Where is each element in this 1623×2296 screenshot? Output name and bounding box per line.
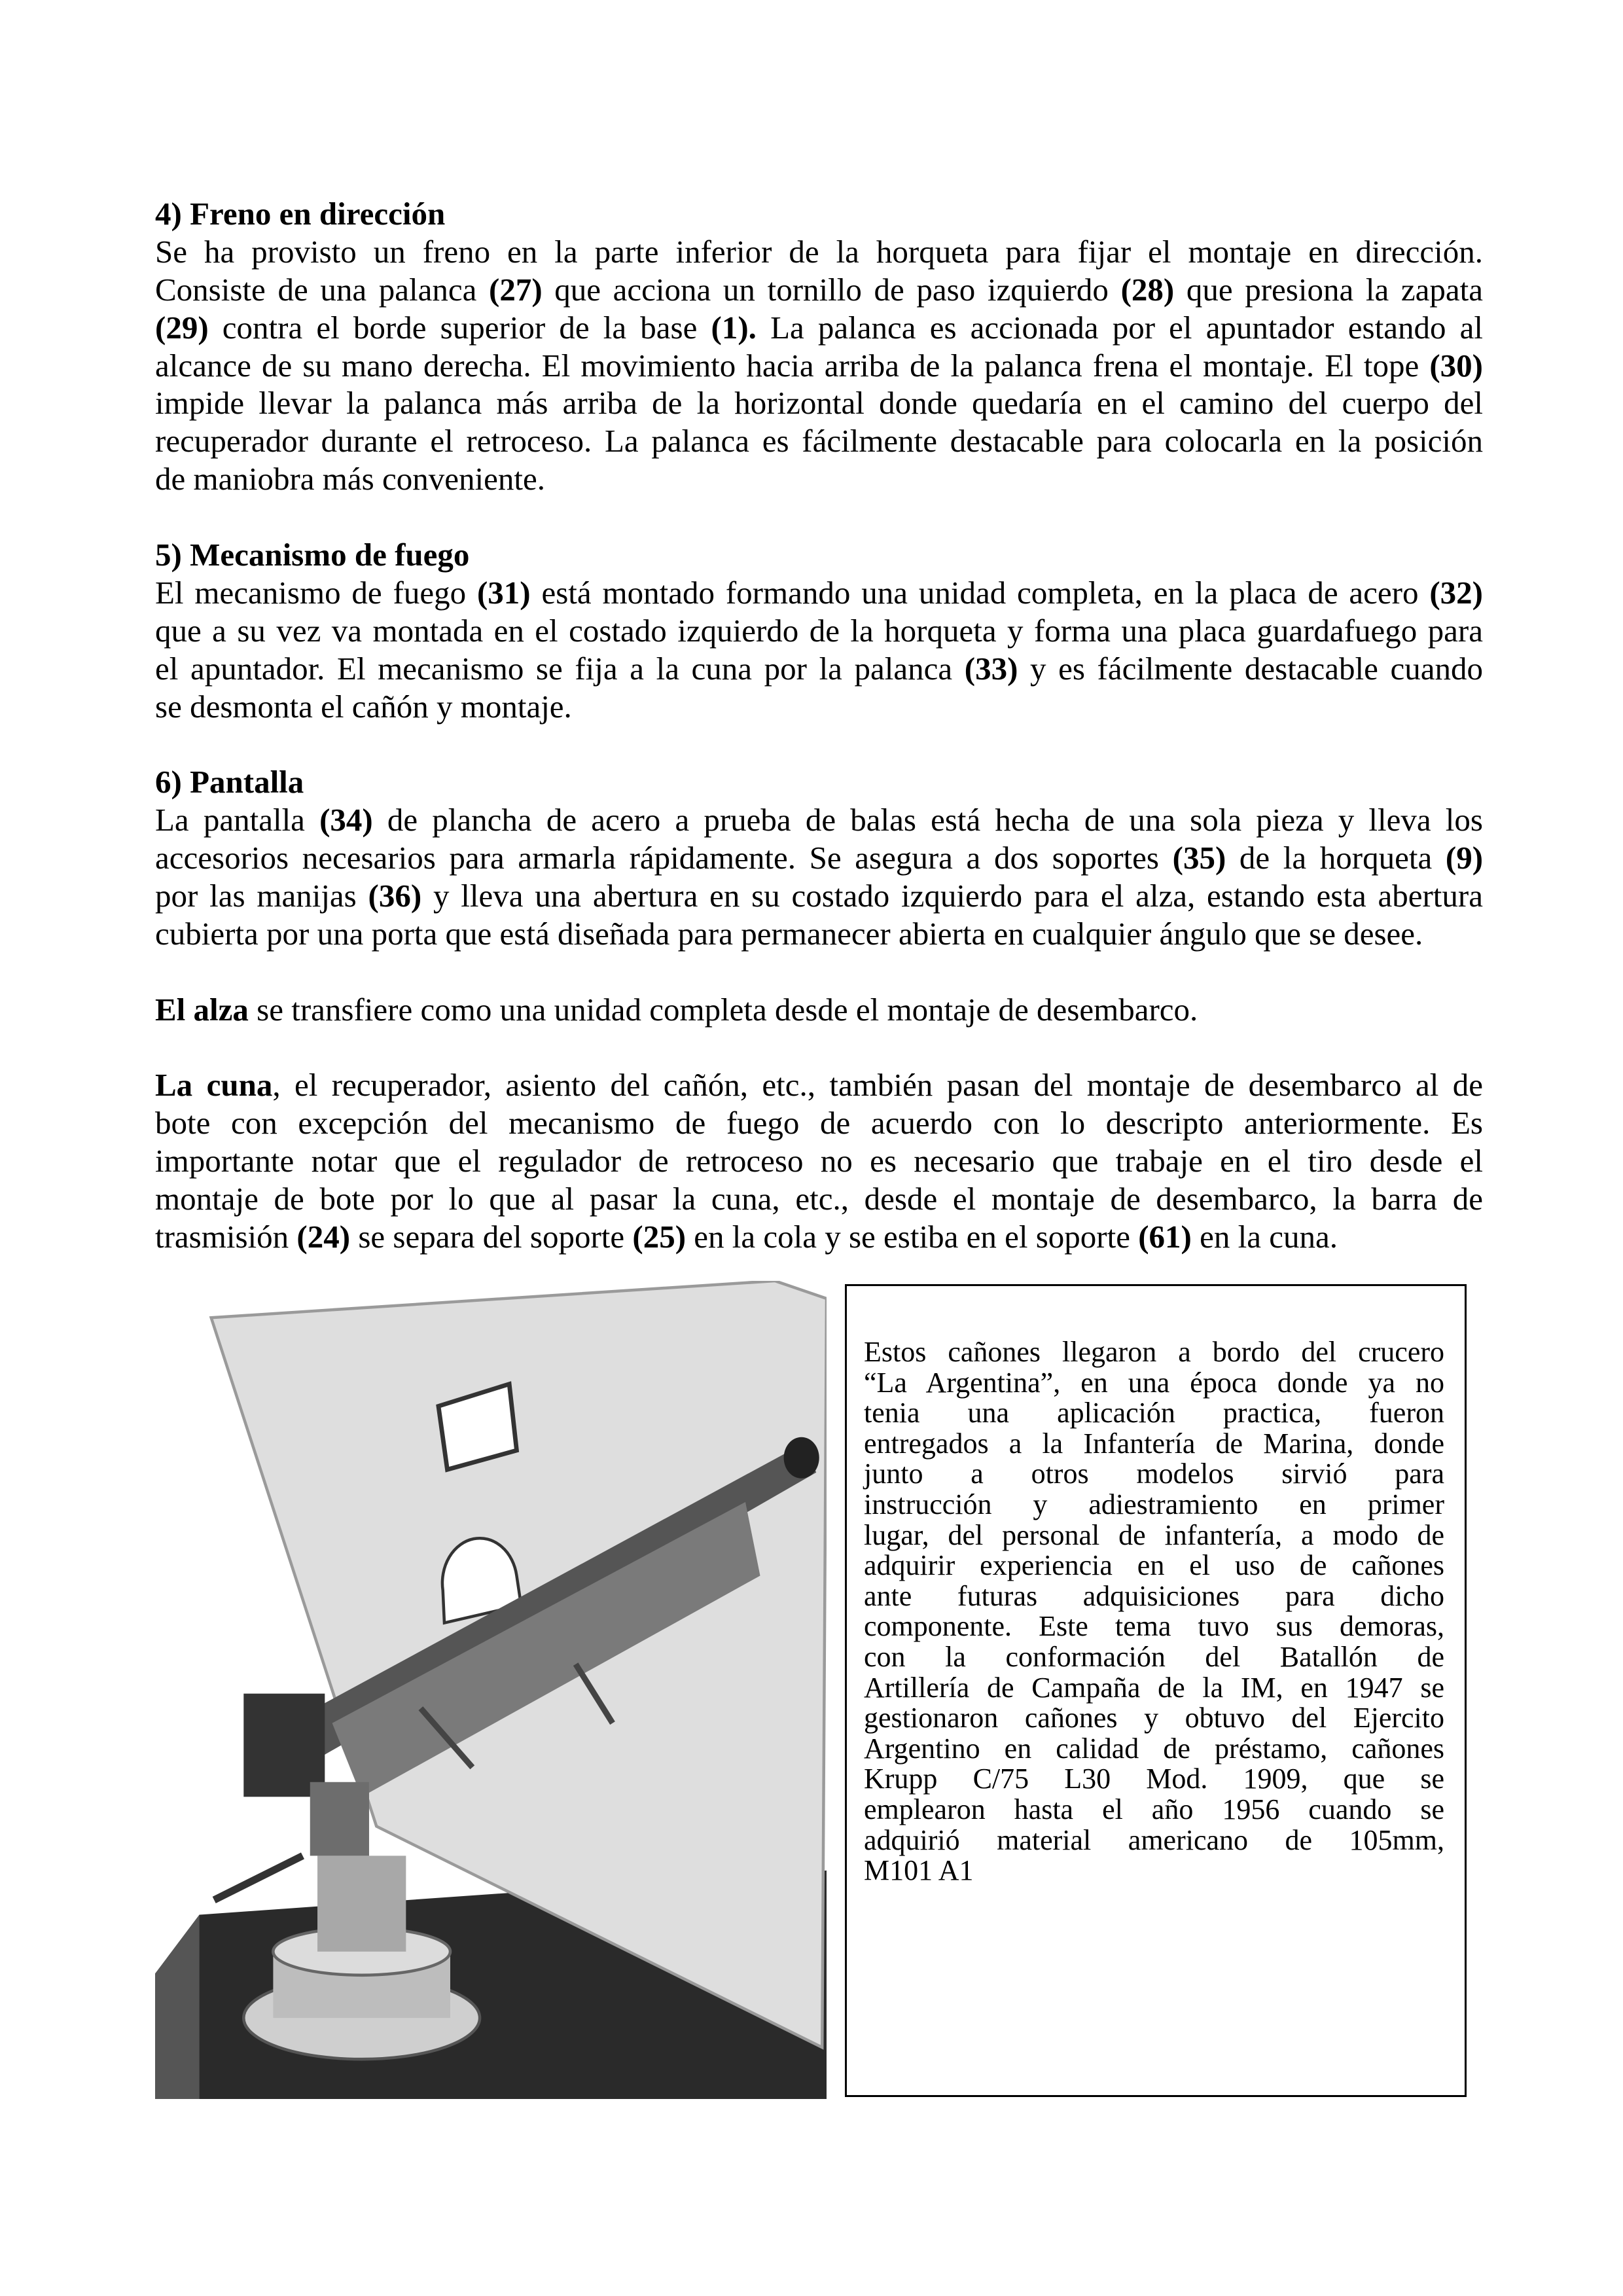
bold-text: 4) Freno en dirección (155, 196, 446, 232)
text-line (155, 763, 1483, 801)
text-line (864, 1429, 1444, 1460)
text-segment: componente. Este tema tuvo sus demoras, (864, 1610, 1444, 1643)
cannon-photo (155, 1281, 827, 2099)
text-segment: bote con excepción del mecanismo de fuego de acuerdo con lo descripto anteriormente. Es (155, 1105, 1483, 1141)
bold-text: (29) (155, 309, 209, 346)
text-line (155, 839, 1483, 877)
text-line (155, 915, 1483, 953)
text-segment: se desmonta el cañón y montaje. (155, 688, 572, 725)
text-segment: está montado formando una unidad completa, en la placa de acero (530, 574, 1430, 611)
text-segment: entregados a la Infantería de Marina, donde (864, 1427, 1444, 1460)
text-segment: en la cola y se estiba en el soporte (686, 1219, 1139, 1255)
text-segment: Artillería de Campaña de la IM, en 1947 se (864, 1671, 1444, 1704)
text-line (864, 1520, 1444, 1551)
text-line (155, 725, 1483, 763)
text-line (155, 574, 1483, 612)
text-segment: impide llevar la palanca más arriba de la horizontal donde quedaría en el camino del cuerpo del (155, 385, 1483, 422)
text-line (155, 953, 1483, 991)
text-segment: instrucción y adiestramiento en primer (864, 1488, 1444, 1520)
text-segment: contra el borde superior de la base (208, 309, 711, 346)
text-line (155, 801, 1483, 839)
text-segment: se separa del soporte (350, 1219, 633, 1255)
text-line (155, 1066, 1483, 1104)
text-segment: se transfiere como una unidad completa desde el montaje de desembarco. (248, 991, 1198, 1028)
text-line (155, 1218, 1483, 1256)
caption-box (845, 1284, 1467, 2097)
bold-text: (35) (1172, 840, 1226, 876)
text-segment: ante futuras adquisiciones para dicho (864, 1579, 1444, 1612)
text-segment: adquirir experiencia en el uso de cañones (864, 1549, 1444, 1582)
text-line (155, 309, 1483, 347)
text-segment: Consiste de una palanca (155, 271, 489, 308)
text-segment: por las manijas (155, 878, 368, 914)
text-line (864, 1734, 1444, 1765)
text-segment: que acciona un tornillo de paso izquierdo (542, 271, 1121, 308)
text-line (864, 1368, 1444, 1399)
text-segment: “La Argentina”, en una época donde ya no (864, 1366, 1444, 1399)
text-segment: de maniobra más conveniente. (155, 461, 545, 497)
bold-text: El alza (155, 991, 249, 1028)
text-line (864, 1642, 1444, 1673)
text-line (155, 1029, 1483, 1067)
text-line (155, 612, 1483, 650)
text-line (864, 1611, 1444, 1642)
bold-text: (33) (964, 650, 1018, 687)
bold-text: 6) Pantalla (155, 764, 304, 800)
bold-text: (31) (476, 574, 531, 611)
text-line (155, 460, 1483, 498)
text-segment: con la conformación del Batallón de (864, 1640, 1444, 1673)
text-segment: Argentino en calidad de préstamo, cañones (864, 1732, 1444, 1765)
text-line (864, 1703, 1444, 1734)
text-line (155, 1142, 1483, 1180)
bold-text: (61) (1138, 1219, 1192, 1255)
text-segment: cubierta por una porta que está diseñada para permanecer abierta en cualquier ángulo que se desee. (155, 915, 1423, 952)
caption-text (864, 1337, 1444, 1886)
bold-text: (24) (296, 1219, 351, 1255)
text-segment: junto a otros modelos sirvió para (864, 1458, 1444, 1490)
text-segment: , el recuperador, asiento del cañón, etc., también pasan del montaje de desembarco al de (272, 1067, 1483, 1103)
text-segment: Estos cañones llegaron a bordo del crucero (864, 1336, 1444, 1368)
text-segment: Krupp C/75 L30 Mod. 1909, que se (864, 1763, 1444, 1795)
bold-text: (32) (1429, 574, 1483, 611)
bold-text: (28) (1120, 271, 1175, 308)
text-line (155, 688, 1483, 726)
text-line (155, 650, 1483, 688)
text-line (155, 1180, 1483, 1218)
text-segment: El mecanismo de fuego (155, 574, 477, 611)
bold-text: (27) (489, 271, 543, 308)
text-segment: M101 A1 (864, 1854, 974, 1887)
text-line (864, 1764, 1444, 1795)
text-line (155, 1104, 1483, 1142)
text-line (155, 195, 1483, 233)
text-line (155, 536, 1483, 574)
text-line (864, 1337, 1444, 1368)
text-segment: alcance de su mano derecha. El movimiento hacia arriba de la palanca frena el montaje. El tope (155, 347, 1430, 384)
text-segment: adquirió material americano de 105mm, (864, 1823, 1444, 1856)
text-line (155, 233, 1483, 271)
text-segment: La pantalla (155, 802, 320, 838)
text-line (864, 1459, 1444, 1490)
text-line (155, 422, 1483, 460)
text-line (864, 1551, 1444, 1581)
text-segment: el apuntador. El mecanismo se fija a la cuna por la palanca (155, 650, 965, 687)
text-line (864, 1795, 1444, 1825)
text-line (155, 347, 1483, 385)
bold-text: La cuna (155, 1067, 273, 1103)
bold-text: (36) (368, 878, 422, 914)
text-line (864, 1673, 1444, 1704)
text-line (864, 1490, 1444, 1520)
text-segment: de plancha de acero a prueba de balas está hecha de una sola pieza y lleva los (372, 802, 1483, 838)
text-segment: lugar, del personal de infantería, a modo de (864, 1518, 1444, 1551)
text-segment: montaje de bote por lo que al pasar la cuna, etc., desde el montaje de desembarco, la barra de (155, 1181, 1483, 1217)
bold-text: 5) Mecanismo de fuego (155, 537, 470, 573)
body-text (155, 195, 1483, 1256)
bold-text: (1). (711, 309, 757, 346)
text-segment: que a su vez va montada en el costado izquierdo de la horqueta y forma una placa guardafuego para (155, 612, 1483, 649)
text-line (864, 1581, 1444, 1612)
text-line (864, 1856, 1444, 1886)
text-line (155, 991, 1483, 1029)
text-segment: recuperador durante el retroceso. La palanca es fácilmente destacable para colocarla en la posición (155, 423, 1483, 459)
bold-text: (9) (1445, 840, 1484, 876)
text-line (864, 1825, 1444, 1856)
text-segment: en la cuna. (1191, 1219, 1338, 1255)
text-segment: y es fácilmente destacable cuando (1018, 650, 1484, 687)
text-segment: emplearon hasta el año 1956 cuando se (864, 1793, 1444, 1825)
text-line (155, 498, 1483, 536)
text-segment: gestionaron cañones y obtuvo del Ejercito (864, 1702, 1444, 1734)
text-line (864, 1398, 1444, 1429)
text-segment: que presiona la zapata (1174, 271, 1484, 308)
bold-text: (30) (1429, 347, 1483, 384)
text-segment: importante notar que el regulador de retroceso no es necesario que trabaje en el tiro desde el (155, 1143, 1483, 1179)
text-segment: Se ha provisto un freno en la parte inferior de la horqueta para fijar el montaje en dirección. (155, 233, 1483, 270)
text-line (155, 877, 1483, 915)
text-segment: de la horqueta (1226, 840, 1446, 876)
text-segment: La palanca es accionada por el apuntador estando al (756, 309, 1483, 346)
text-line (155, 384, 1483, 422)
text-line (155, 271, 1483, 309)
text-segment: y lleva una abertura en su costado izquierdo para el alza, estando esta abertura (421, 878, 1483, 914)
bold-text: (25) (632, 1219, 687, 1255)
text-segment: trasmisión (155, 1219, 297, 1255)
bold-text: (34) (319, 802, 373, 838)
text-segment: accesorios necesarios para armarla rápidamente. Se asegura a dos soportes (155, 840, 1173, 876)
text-segment: tenia una aplicación practica, fueron (864, 1397, 1444, 1429)
